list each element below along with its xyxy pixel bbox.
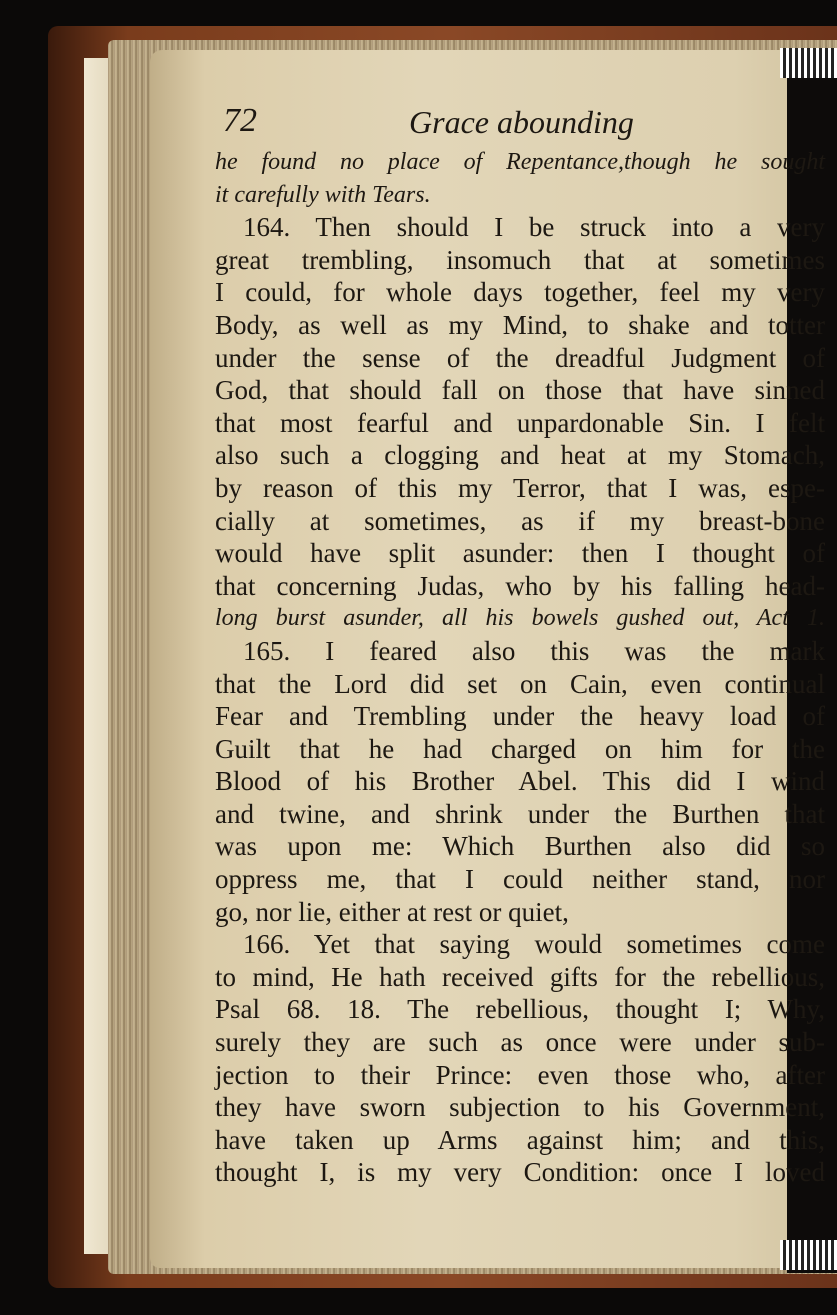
text-line: go, nor lie, either at rest or quiet, [215, 896, 569, 927]
text-line: great trembling, insomuch that at sometimes [215, 244, 825, 275]
page-edge-marks-bottom [780, 1240, 837, 1270]
text-line: Blood of his Brother Abel. This did I wind [215, 766, 825, 797]
page-edge-marks-top [780, 48, 837, 78]
text-line: under the sense of the dreadful Judgment of [215, 342, 825, 373]
text-line: was upon me: Which Burthen also did so [215, 831, 825, 862]
text-line: thought I, is my very Condition: once I loved [215, 1157, 825, 1188]
text-line: that the Lord did set on Cain, even continual [215, 668, 825, 699]
text-line: 164. Then should I be struck into a very [243, 212, 825, 243]
text-line: God, that should fall on those that have sinned [215, 375, 825, 406]
text-line: cially at sometimes, as if my breast-bone [215, 505, 825, 536]
text-line: they have sworn subjection to his Government, [215, 1092, 825, 1123]
page-number: 72 [223, 102, 257, 139]
page-text [215, 96, 825, 1189]
text-line: to mind, He hath received gifts for the rebellious, [215, 961, 825, 992]
text-line: that concerning Judas, who by his falling head- [215, 570, 825, 601]
text-line: long burst asunder, all his bowels gushed out, Act 1. [215, 605, 825, 632]
text-line: Body, as well as my Mind, to shake and totter [215, 309, 825, 340]
text-line: 165. I feared also this was the mark [243, 635, 825, 666]
text-line: and twine, and shrink under the Burthen that [215, 798, 825, 829]
text-line: Psal 68. 18. The rebellious, thought I; Why, [215, 994, 825, 1025]
text-line: 166. Yet that saying would sometimes come [243, 929, 825, 960]
text-line: Guilt that he had charged on him for the [215, 733, 825, 764]
running-head: Grace abounding [409, 104, 634, 140]
text-line: I could, for whole days together, feel my very [215, 277, 825, 308]
text-line: that most fearful and unpardonable Sin. I felt [215, 407, 825, 438]
text-line: he found no place of Repentance,though he sought [215, 149, 825, 175]
text-line: oppress me, that I could neither stand, nor [215, 864, 825, 895]
page-header [215, 96, 825, 146]
text-line: jection to their Prince: even those who, after [215, 1059, 825, 1090]
text-line: surely they are such as once were under sub- [215, 1027, 825, 1058]
text-lines [215, 146, 825, 1189]
text-line: it carefully with Tears. [215, 181, 431, 208]
text-line: have taken up Arms against him; and this, [215, 1124, 825, 1155]
text-line: by reason of this my Terror, that I was, espe- [215, 472, 825, 503]
text-line: also such a clogging and heat at my Stomach, [215, 440, 825, 471]
text-line: would have split asunder: then I thought of [215, 538, 825, 569]
text-line: Fear and Trembling under the heavy load of [215, 701, 825, 732]
